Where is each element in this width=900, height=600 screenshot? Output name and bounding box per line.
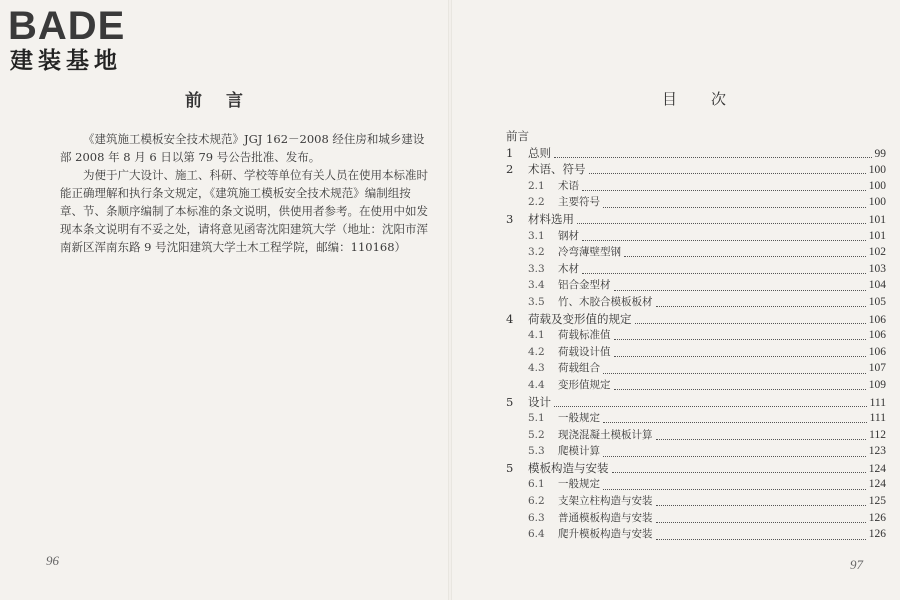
toc-entry[interactable] [506, 294, 886, 311]
toc-entry-number: 2 [506, 162, 514, 177]
toc-entry-page: 106 [868, 329, 886, 342]
toc-entry-number: 5.2 [528, 428, 545, 441]
toc-entry[interactable] [506, 277, 886, 294]
toc-entry[interactable] [506, 510, 886, 527]
toc-entry-number: 5 [506, 460, 514, 475]
toc-entry-number: 3 [506, 211, 514, 226]
preface-paragraph: 为便于广大设计、施工、科研、学校等单位有关人员在使用本标准时能正确理解和执行条文规定，《建筑施工模板安全技术规范》编制组按章、节、条顺序编制了本标准的条文说明，供使用者参考。在使用中如发现本条文说明有不妥之处，请将意见函寄沈阳建筑大学（地址：沈阳市浑南新区浑南东路 9 号沈阳建筑大学土木工程学院，邮编：110168） [60, 168, 428, 254]
toc-leader-dots [603, 372, 866, 374]
toc-entry-number: 3.4 [528, 279, 545, 292]
toc-entry[interactable] [506, 244, 886, 261]
toc-entry-title: 现浇混凝土模板计算 [558, 428, 653, 441]
toc-entry-page: 103 [868, 262, 886, 275]
toc-entry[interactable] [506, 410, 886, 427]
toc-entry-title: 冷弯薄壁型钢 [558, 246, 621, 259]
toc-entry[interactable] [506, 394, 886, 411]
toc-entry-title: 术语、符号 [528, 162, 586, 177]
toc-leader-dots [656, 521, 866, 523]
toc-entry[interactable] [506, 327, 886, 344]
toc-leader-dots [656, 438, 867, 440]
toc-entry-page: 100 [868, 196, 886, 209]
toc-entry-page: 100 [868, 179, 886, 192]
toc-entry-page: 100 [868, 164, 886, 177]
toc-entry-title: 一般规定 [558, 412, 600, 425]
toc-entry-title: 材料选用 [528, 211, 574, 226]
toc-entry-page: 111 [869, 396, 886, 409]
preface-heading: 前言 [185, 91, 267, 111]
toc-entry-page: 126 [868, 511, 886, 524]
toc-entry-title: 爬模计算 [558, 445, 600, 458]
toc-entry-number: 4.1 [528, 329, 545, 342]
toc-entry-page: 109 [868, 378, 886, 391]
toc-leader-dots [554, 405, 867, 407]
toc-entry-title: 一般规定 [558, 478, 600, 491]
bade-logo [8, 6, 178, 74]
toc-entry-number: 4.2 [528, 345, 545, 358]
toc-entry-page: 101 [868, 213, 886, 226]
toc-entry-page: 124 [868, 478, 886, 491]
toc-entry[interactable] [506, 178, 886, 195]
toc-leader-dots [624, 255, 866, 257]
toc-entry-number: 4.3 [528, 362, 545, 375]
toc-entry-title: 荷载设计值 [558, 345, 611, 358]
toc-entry[interactable] [506, 194, 886, 211]
toc-leader-dots [656, 305, 866, 307]
preface-paragraph: 《建筑施工模板安全技术规范》JGJ 162－2008 经住房和城乡建设部 2008 年 8 月 6 日以第 79 号公告批准、发布。 [60, 132, 425, 164]
toc-entry-title: 模板构造与安装 [528, 460, 609, 475]
toc-leader-dots [656, 504, 866, 506]
toc-entry-title: 荷载标准值 [558, 329, 611, 342]
preface-body [60, 130, 432, 256]
toc-entry-number: 4 [506, 311, 514, 326]
toc-entry[interactable] [506, 211, 886, 228]
toc-entry-number: 3.5 [528, 295, 545, 308]
toc-entry-page: 99 [874, 147, 886, 160]
toc-entry-page: 126 [868, 528, 886, 541]
toc-leader-dots [603, 455, 866, 457]
toc-entry-title: 支架立柱构造与安装 [558, 495, 653, 508]
toc-entry[interactable] [506, 228, 886, 245]
toc-entry-title: 荷载组合 [558, 362, 600, 375]
toc-leader-dots [656, 538, 866, 540]
toc-entry-page: 111 [869, 412, 886, 425]
toc-entry-title: 铝合金型材 [558, 279, 611, 292]
toc-leader-dots [614, 289, 866, 291]
toc-entry-title: 爬升模板构造与安装 [558, 528, 653, 541]
toc-entry-title: 术语 [558, 179, 579, 192]
toc-entry-number: 5.3 [528, 445, 545, 458]
toc-entry[interactable] [506, 476, 886, 493]
toc-entry-number: 6.3 [528, 511, 545, 524]
toc-leader-dots [614, 388, 866, 390]
toc-entry[interactable] [506, 460, 886, 477]
toc-entry-title: 荷载及变形值的规定 [528, 311, 632, 326]
toc-entry-number: 1 [506, 145, 514, 160]
toc-entry-title: 总则 [528, 145, 551, 160]
toc-leader-dots [603, 206, 866, 208]
toc-entry-page: 106 [868, 345, 886, 358]
toc-heading: 目次 [662, 90, 761, 108]
toc-entry-page: 101 [868, 229, 886, 242]
toc-entry-page: 107 [868, 362, 886, 375]
logo-latin-text: BADE [8, 4, 126, 48]
toc-entry[interactable] [506, 261, 886, 278]
toc-entry[interactable] [506, 128, 886, 145]
page-number-right: 97 [850, 557, 863, 572]
toc-entry[interactable] [506, 360, 886, 377]
toc-entry-number: 6.1 [528, 478, 545, 491]
toc-entry-number: 6.4 [528, 528, 545, 541]
toc-entry-title: 钢材 [558, 229, 579, 242]
toc-entry-page: 123 [868, 445, 886, 458]
toc-entry-number: 3.2 [528, 246, 545, 259]
toc-entry-page: 104 [868, 279, 886, 292]
toc-entry-title: 前言 [506, 129, 529, 143]
toc-entry-number: 5 [506, 394, 514, 409]
toc-entry-title: 变形值规定 [558, 378, 611, 391]
toc-entry-page: 124 [868, 462, 886, 475]
toc-leader-dots [582, 272, 866, 274]
toc-leader-dots [603, 421, 867, 423]
toc-entry-number: 3.3 [528, 262, 545, 275]
toc-entry[interactable] [506, 145, 886, 162]
toc-leader-dots [614, 338, 866, 340]
toc-leader-dots [603, 488, 866, 490]
toc-leader-dots [582, 239, 866, 241]
toc-entry-title: 竹、木胶合模板板材 [558, 295, 653, 308]
toc-leader-dots [582, 189, 866, 191]
toc-entry[interactable] [506, 427, 886, 444]
toc-entry[interactable] [506, 493, 886, 510]
table-of-contents [506, 128, 886, 543]
toc-leader-dots [589, 172, 866, 174]
toc-entry[interactable] [506, 526, 886, 543]
right-page [450, 0, 900, 600]
toc-entry-page: 125 [868, 495, 886, 508]
toc-entry-number: 5.1 [528, 412, 545, 425]
toc-entry[interactable] [506, 311, 886, 328]
toc-entry-page: 105 [868, 295, 886, 308]
toc-entry-number: 3.1 [528, 229, 545, 242]
page-number-left: 96 [46, 553, 59, 568]
toc-entry[interactable] [506, 344, 886, 361]
toc-entry-title: 主要符号 [558, 196, 600, 209]
toc-entry[interactable] [506, 161, 886, 178]
toc-entry-page: 102 [868, 246, 886, 259]
toc-entry-page: 106 [868, 313, 886, 326]
toc-entry[interactable] [506, 443, 886, 460]
toc-entry-number: 2.2 [528, 196, 545, 209]
toc-leader-dots [612, 471, 866, 473]
toc-entry-page: 112 [869, 428, 886, 441]
toc-entry-title: 木材 [558, 262, 579, 275]
toc-leader-dots [614, 355, 866, 357]
toc-leader-dots [577, 222, 866, 224]
toc-entry-title: 设计 [528, 394, 551, 409]
toc-entry-title: 普通模板构造与安装 [558, 511, 653, 524]
toc-leader-dots [635, 322, 866, 324]
toc-entry-number: 2.1 [528, 179, 545, 192]
toc-entry-number: 4.4 [528, 378, 545, 391]
toc-entry[interactable] [506, 377, 886, 394]
logo-chinese-text: 建装基地 [10, 48, 122, 74]
toc-entry-number: 6.2 [528, 495, 545, 508]
toc-leader-dots [554, 156, 872, 158]
